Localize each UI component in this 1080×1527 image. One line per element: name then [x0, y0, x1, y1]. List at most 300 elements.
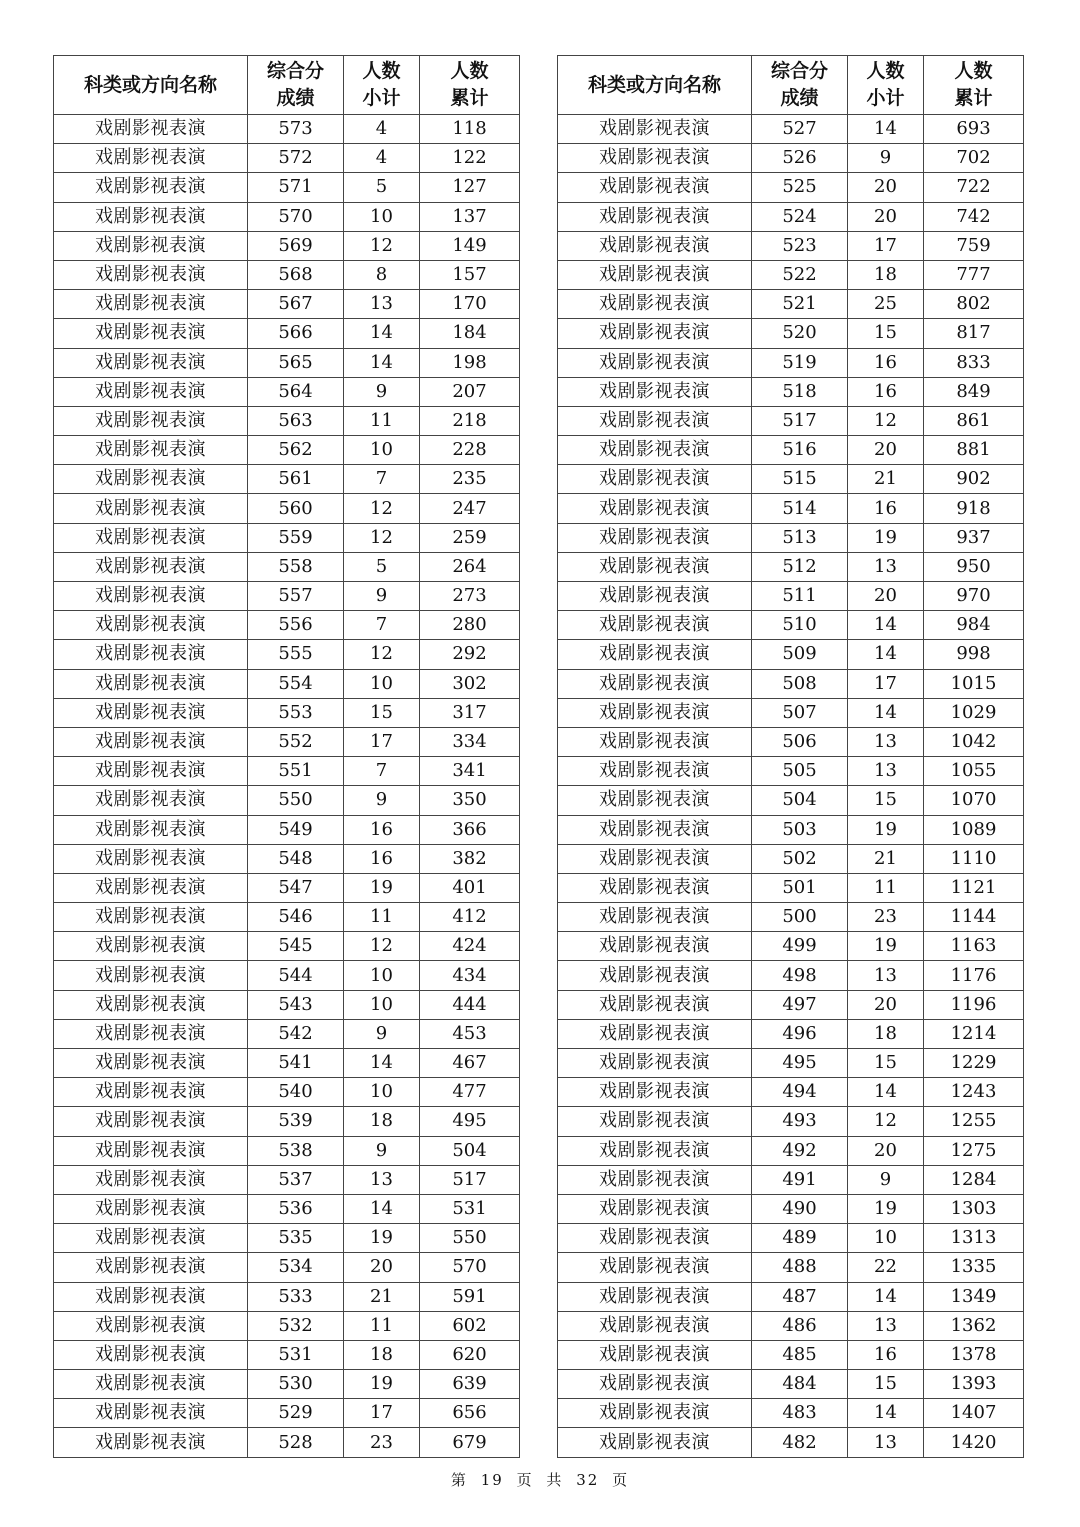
- cell-total: 970: [924, 582, 1024, 611]
- table-row: [54, 552, 520, 581]
- table-row: [54, 1399, 520, 1428]
- cell-score: 567: [248, 290, 344, 319]
- cell-score: 506: [752, 727, 848, 756]
- cell-total: 495: [420, 1107, 520, 1136]
- cell-score: 504: [752, 786, 848, 815]
- cell-name: 戏剧影视表演: [54, 1224, 248, 1253]
- table-header-row: [54, 56, 520, 115]
- cell-score: 538: [248, 1136, 344, 1165]
- table-row: [558, 669, 1024, 698]
- cell-count: 20: [848, 436, 924, 465]
- cell-total: 1335: [924, 1253, 1024, 1282]
- cell-score: 485: [752, 1340, 848, 1369]
- cell-score: 519: [752, 348, 848, 377]
- header-count-line2: 小计: [866, 87, 905, 109]
- cell-name: 戏剧影视表演: [54, 1340, 248, 1369]
- cell-count: 14: [848, 115, 924, 144]
- cell-count: 13: [848, 961, 924, 990]
- table-row: [558, 552, 1024, 581]
- table-row: [558, 231, 1024, 260]
- table-row: [54, 1253, 520, 1282]
- table-row: [558, 1165, 1024, 1194]
- cell-score: 557: [248, 582, 344, 611]
- cell-total: 1214: [924, 1019, 1024, 1048]
- cell-count: 10: [344, 961, 420, 990]
- cell-score: 547: [248, 873, 344, 902]
- cell-count: 13: [848, 757, 924, 786]
- table-row: [54, 1428, 520, 1457]
- cell-total: 620: [420, 1340, 520, 1369]
- score-table-right: [557, 55, 1024, 1458]
- table-row: [558, 465, 1024, 494]
- table-row: [558, 1399, 1024, 1428]
- table-row: [54, 1340, 520, 1369]
- cell-total: 802: [924, 290, 1024, 319]
- cell-count: 20: [344, 1253, 420, 1282]
- cell-total: 198: [420, 348, 520, 377]
- cell-count: 12: [344, 932, 420, 961]
- cell-count: 22: [848, 1253, 924, 1282]
- cell-total: 517: [420, 1165, 520, 1194]
- table-row: [558, 436, 1024, 465]
- cell-name: 戏剧影视表演: [558, 786, 752, 815]
- cell-name: 戏剧影视表演: [558, 640, 752, 669]
- cell-name: 戏剧影视表演: [558, 144, 752, 173]
- cell-total: 157: [420, 260, 520, 289]
- table-row: [558, 319, 1024, 348]
- cell-total: 424: [420, 932, 520, 961]
- table-row: [54, 436, 520, 465]
- cell-name: 戏剧影视表演: [54, 786, 248, 815]
- cell-score: 495: [752, 1049, 848, 1078]
- table-row: [558, 1107, 1024, 1136]
- footer-total-pages: 32: [576, 1471, 600, 1489]
- cell-count: 12: [344, 523, 420, 552]
- cell-total: 247: [420, 494, 520, 523]
- cell-count: 19: [344, 873, 420, 902]
- cell-name: 戏剧影视表演: [54, 1194, 248, 1223]
- cell-name: 戏剧影视表演: [558, 494, 752, 523]
- table-row: [54, 757, 520, 786]
- table-row: [558, 640, 1024, 669]
- score-table-left: [53, 55, 520, 1458]
- cell-count: 14: [344, 348, 420, 377]
- cell-count: 13: [848, 1428, 924, 1457]
- cell-name: 戏剧影视表演: [558, 1165, 752, 1194]
- cell-count: 11: [344, 1311, 420, 1340]
- cell-name: 戏剧影视表演: [54, 231, 248, 260]
- cell-count: 12: [344, 640, 420, 669]
- cell-score: 556: [248, 611, 344, 640]
- cell-count: 11: [848, 873, 924, 902]
- cell-name: 戏剧影视表演: [54, 1165, 248, 1194]
- cell-total: 679: [420, 1428, 520, 1457]
- header-name: [558, 56, 752, 115]
- table-row: [558, 698, 1024, 727]
- cell-name: 戏剧影视表演: [54, 990, 248, 1019]
- cell-count: 15: [848, 319, 924, 348]
- cell-score: 493: [752, 1107, 848, 1136]
- cell-total: 531: [420, 1194, 520, 1223]
- table-row: [54, 115, 520, 144]
- table-row: [558, 377, 1024, 406]
- cell-name: 戏剧影视表演: [558, 377, 752, 406]
- cell-score: 531: [248, 1340, 344, 1369]
- table-row: [54, 1019, 520, 1048]
- cell-count: 9: [848, 144, 924, 173]
- table-row: [54, 990, 520, 1019]
- cell-name: 戏剧影视表演: [558, 231, 752, 260]
- table-row: [558, 1253, 1024, 1282]
- cell-name: 戏剧影视表演: [558, 903, 752, 932]
- cell-score: 535: [248, 1224, 344, 1253]
- cell-total: 1163: [924, 932, 1024, 961]
- table-row: [558, 1136, 1024, 1165]
- table-row: [54, 1194, 520, 1223]
- table-row: [54, 290, 520, 319]
- table-row: [54, 260, 520, 289]
- cell-name: 戏剧影视表演: [54, 1370, 248, 1399]
- cell-count: 13: [848, 727, 924, 756]
- cell-total: 1378: [924, 1340, 1024, 1369]
- cell-count: 10: [344, 1078, 420, 1107]
- cell-total: 591: [420, 1282, 520, 1311]
- cell-count: 20: [848, 582, 924, 611]
- cell-score: 563: [248, 406, 344, 435]
- table-row: [54, 727, 520, 756]
- cell-total: 602: [420, 1311, 520, 1340]
- table-row: [54, 844, 520, 873]
- cell-count: 16: [344, 815, 420, 844]
- cell-name: 戏剧影视表演: [558, 115, 752, 144]
- table-row: [54, 1224, 520, 1253]
- header-count: [344, 56, 420, 115]
- cell-count: 10: [848, 1224, 924, 1253]
- table-row: [54, 932, 520, 961]
- cell-total: 1255: [924, 1107, 1024, 1136]
- cell-total: 937: [924, 523, 1024, 552]
- table-row: [558, 727, 1024, 756]
- cell-score: 487: [752, 1282, 848, 1311]
- cell-name: 戏剧影视表演: [558, 611, 752, 640]
- cell-count: 9: [848, 1165, 924, 1194]
- cell-count: 9: [344, 1136, 420, 1165]
- cell-total: 1144: [924, 903, 1024, 932]
- cell-name: 戏剧影视表演: [54, 494, 248, 523]
- cell-count: 19: [848, 523, 924, 552]
- cell-score: 552: [248, 727, 344, 756]
- table-row: [54, 465, 520, 494]
- cell-score: 560: [248, 494, 344, 523]
- cell-total: 759: [924, 231, 1024, 260]
- cell-name: 戏剧影视表演: [54, 115, 248, 144]
- cell-name: 戏剧影视表演: [558, 844, 752, 873]
- footer-mid1: 页: [516, 1471, 534, 1489]
- cell-name: 戏剧影视表演: [54, 465, 248, 494]
- cell-name: 戏剧影视表演: [558, 1049, 752, 1078]
- cell-total: 259: [420, 523, 520, 552]
- cell-total: 122: [420, 144, 520, 173]
- cell-count: 15: [848, 1370, 924, 1399]
- cell-total: 1313: [924, 1224, 1024, 1253]
- cell-name: 戏剧影视表演: [54, 1078, 248, 1107]
- cell-total: 228: [420, 436, 520, 465]
- cell-total: 341: [420, 757, 520, 786]
- cell-score: 540: [248, 1078, 344, 1107]
- cell-name: 戏剧影视表演: [558, 436, 752, 465]
- cell-score: 489: [752, 1224, 848, 1253]
- cell-total: 127: [420, 173, 520, 202]
- table-row: [558, 173, 1024, 202]
- cell-count: 17: [848, 231, 924, 260]
- cell-name: 戏剧影视表演: [558, 757, 752, 786]
- cell-score: 541: [248, 1049, 344, 1078]
- cell-score: 512: [752, 552, 848, 581]
- table-row: [54, 1165, 520, 1194]
- cell-score: 568: [248, 260, 344, 289]
- cell-name: 戏剧影视表演: [54, 1282, 248, 1311]
- header-score: [752, 56, 848, 115]
- cell-count: 14: [848, 611, 924, 640]
- cell-total: 1303: [924, 1194, 1024, 1223]
- cell-score: 488: [752, 1253, 848, 1282]
- cell-total: 467: [420, 1049, 520, 1078]
- cell-score: 499: [752, 932, 848, 961]
- table-row: [558, 290, 1024, 319]
- header-score: [248, 56, 344, 115]
- cell-count: 5: [344, 173, 420, 202]
- cell-total: 1015: [924, 669, 1024, 698]
- table-row: [54, 1311, 520, 1340]
- cell-count: 20: [848, 173, 924, 202]
- cell-total: 881: [924, 436, 1024, 465]
- cell-score: 564: [248, 377, 344, 406]
- cell-count: 11: [344, 406, 420, 435]
- cell-name: 戏剧影视表演: [558, 1399, 752, 1428]
- header-count-line1: 人数: [866, 60, 905, 82]
- table-row: [54, 1049, 520, 1078]
- cell-score: 529: [248, 1399, 344, 1428]
- cell-name: 戏剧影视表演: [54, 903, 248, 932]
- cell-score: 510: [752, 611, 848, 640]
- cell-total: 1284: [924, 1165, 1024, 1194]
- cell-count: 14: [848, 640, 924, 669]
- cell-score: 551: [248, 757, 344, 786]
- cell-count: 13: [344, 290, 420, 319]
- cell-count: 15: [848, 1049, 924, 1078]
- cell-total: 1196: [924, 990, 1024, 1019]
- cell-name: 戏剧影视表演: [54, 932, 248, 961]
- cell-total: 1176: [924, 961, 1024, 990]
- cell-name: 戏剧影视表演: [558, 1078, 752, 1107]
- cell-count: 16: [344, 844, 420, 873]
- cell-total: 550: [420, 1224, 520, 1253]
- header-name-text: 科类或方向名称: [587, 73, 721, 96]
- cell-name: 戏剧影视表演: [54, 319, 248, 348]
- table-row: [54, 669, 520, 698]
- cell-count: 10: [344, 202, 420, 231]
- cell-score: 558: [248, 552, 344, 581]
- cell-name: 戏剧影视表演: [54, 582, 248, 611]
- cell-name: 戏剧影视表演: [558, 961, 752, 990]
- table-row: [558, 1078, 1024, 1107]
- cell-count: 16: [848, 377, 924, 406]
- cell-name: 戏剧影视表演: [54, 1253, 248, 1282]
- header-total: [420, 56, 520, 115]
- cell-name: 戏剧影视表演: [558, 1370, 752, 1399]
- cell-score: 555: [248, 640, 344, 669]
- cell-total: 1110: [924, 844, 1024, 873]
- cell-total: 1275: [924, 1136, 1024, 1165]
- cell-count: 20: [848, 1136, 924, 1165]
- cell-score: 525: [752, 173, 848, 202]
- cell-total: 280: [420, 611, 520, 640]
- table-body-right: [558, 115, 1024, 1458]
- cell-name: 戏剧影视表演: [558, 1311, 752, 1340]
- cell-count: 5: [344, 552, 420, 581]
- cell-total: 382: [420, 844, 520, 873]
- table-row: [558, 1194, 1024, 1223]
- cell-count: 13: [344, 1165, 420, 1194]
- table-row: [558, 348, 1024, 377]
- cell-score: 565: [248, 348, 344, 377]
- table-row: [54, 1078, 520, 1107]
- cell-total: 1349: [924, 1282, 1024, 1311]
- cell-score: 501: [752, 873, 848, 902]
- table-row: [558, 1311, 1024, 1340]
- cell-score: 569: [248, 231, 344, 260]
- cell-score: 573: [248, 115, 344, 144]
- cell-name: 戏剧影视表演: [558, 727, 752, 756]
- cell-total: 639: [420, 1370, 520, 1399]
- cell-score: 539: [248, 1107, 344, 1136]
- cell-score: 503: [752, 815, 848, 844]
- table-row: [558, 406, 1024, 435]
- cell-score: 517: [752, 406, 848, 435]
- cell-total: 722: [924, 173, 1024, 202]
- cell-score: 550: [248, 786, 344, 815]
- table-row: [558, 1428, 1024, 1457]
- cell-count: 23: [344, 1428, 420, 1457]
- header-name-text: 科类或方向名称: [83, 73, 217, 96]
- cell-count: 19: [344, 1224, 420, 1253]
- table-row: [558, 1370, 1024, 1399]
- table-row: [558, 757, 1024, 786]
- cell-count: 9: [344, 377, 420, 406]
- cell-count: 13: [848, 1311, 924, 1340]
- table-row: [558, 990, 1024, 1019]
- table-body-left: [54, 115, 520, 1458]
- table-row: [54, 1282, 520, 1311]
- cell-total: 833: [924, 348, 1024, 377]
- cell-count: 21: [848, 844, 924, 873]
- table-header-row: [558, 56, 1024, 115]
- cell-score: 496: [752, 1019, 848, 1048]
- table-row: [558, 786, 1024, 815]
- cell-total: 444: [420, 990, 520, 1019]
- cell-score: 497: [752, 990, 848, 1019]
- cell-score: 522: [752, 260, 848, 289]
- cell-total: 302: [420, 669, 520, 698]
- cell-total: 1407: [924, 1399, 1024, 1428]
- cell-count: 25: [848, 290, 924, 319]
- table-row: [54, 406, 520, 435]
- cell-score: 494: [752, 1078, 848, 1107]
- cell-total: 412: [420, 903, 520, 932]
- cell-count: 19: [344, 1370, 420, 1399]
- cell-score: 511: [752, 582, 848, 611]
- cell-name: 戏剧影视表演: [558, 202, 752, 231]
- cell-name: 戏剧影视表演: [54, 844, 248, 873]
- cell-score: 546: [248, 903, 344, 932]
- table-row: [54, 582, 520, 611]
- cell-score: 542: [248, 1019, 344, 1048]
- cell-count: 11: [344, 903, 420, 932]
- cell-name: 戏剧影视表演: [558, 698, 752, 727]
- cell-score: 527: [752, 115, 848, 144]
- cell-total: 292: [420, 640, 520, 669]
- cell-name: 戏剧影视表演: [558, 1340, 752, 1369]
- table-row: [558, 1340, 1024, 1369]
- cell-total: 1393: [924, 1370, 1024, 1399]
- cell-name: 戏剧影视表演: [54, 260, 248, 289]
- cell-total: 702: [924, 144, 1024, 173]
- cell-count: 14: [344, 319, 420, 348]
- table-row: [558, 494, 1024, 523]
- cell-score: 518: [752, 377, 848, 406]
- cell-count: 19: [848, 1194, 924, 1223]
- cell-name: 戏剧影视表演: [558, 1194, 752, 1223]
- cell-score: 505: [752, 757, 848, 786]
- cell-total: 656: [420, 1399, 520, 1428]
- cell-count: 4: [344, 144, 420, 173]
- cell-count: 9: [344, 582, 420, 611]
- cell-score: 544: [248, 961, 344, 990]
- cell-count: 4: [344, 115, 420, 144]
- cell-count: 18: [344, 1107, 420, 1136]
- table-row: [54, 523, 520, 552]
- cell-count: 14: [848, 1399, 924, 1428]
- cell-name: 戏剧影视表演: [558, 932, 752, 961]
- table-row: [558, 815, 1024, 844]
- cell-score: 513: [752, 523, 848, 552]
- cell-score: 533: [248, 1282, 344, 1311]
- cell-score: 530: [248, 1370, 344, 1399]
- cell-total: 817: [924, 319, 1024, 348]
- table-row: [54, 611, 520, 640]
- table-row: [54, 348, 520, 377]
- cell-name: 戏剧影视表演: [54, 1136, 248, 1165]
- cell-total: 1089: [924, 815, 1024, 844]
- cell-count: 17: [344, 727, 420, 756]
- table-row: [558, 1019, 1024, 1048]
- cell-name: 戏剧影视表演: [54, 698, 248, 727]
- cell-score: 548: [248, 844, 344, 873]
- cell-total: 350: [420, 786, 520, 815]
- cell-name: 戏剧影视表演: [558, 1136, 752, 1165]
- table-row: [54, 1136, 520, 1165]
- cell-name: 戏剧影视表演: [558, 1019, 752, 1048]
- cell-count: 7: [344, 757, 420, 786]
- cell-total: 950: [924, 552, 1024, 581]
- cell-name: 戏剧影视表演: [54, 173, 248, 202]
- cell-name: 戏剧影视表演: [54, 1049, 248, 1078]
- cell-name: 戏剧影视表演: [558, 990, 752, 1019]
- cell-score: 515: [752, 465, 848, 494]
- cell-name: 戏剧影视表演: [54, 1107, 248, 1136]
- cell-score: 520: [752, 319, 848, 348]
- cell-count: 14: [848, 1078, 924, 1107]
